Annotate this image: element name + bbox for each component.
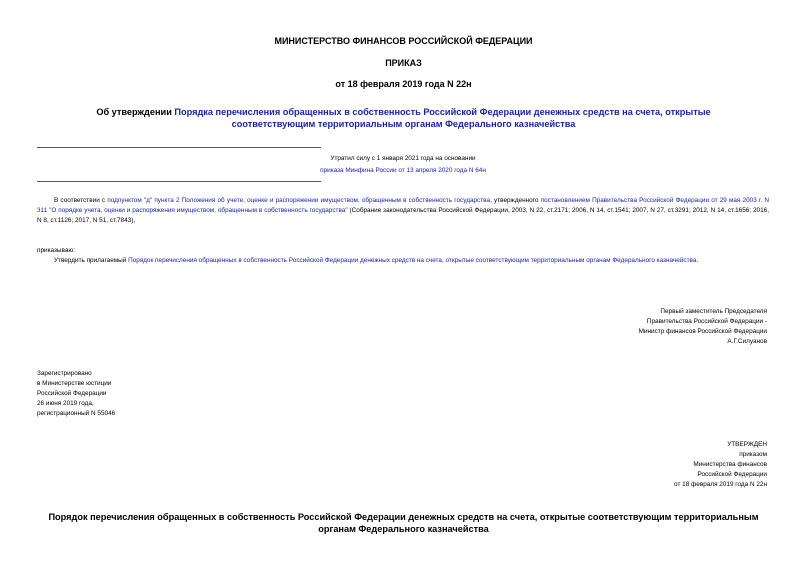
approved-line-3: Министерства финансов	[693, 461, 767, 468]
approved-line-1: УТВЕРЖДЕН	[727, 441, 767, 448]
signature-line-1: Первый заместитель Председателя	[660, 308, 767, 315]
title-prefix: Об утверждении	[96, 107, 175, 117]
preamble-link-1[interactable]: подпунктом "д" пункта 2 Положения об учете, оценке и распоряжении имуществом, обращенным в собственность государства	[107, 197, 491, 204]
divider-bottom	[37, 181, 321, 182]
annex-title: Порядок перечисления обращенных в собственность Российской Федерации денежных средств на счета, открытые соответствующим территориальным органам Федерального казначейства	[48, 512, 759, 534]
signature-block	[467, 307, 767, 347]
registration-line-1: Зарегистрировано	[37, 370, 92, 377]
document-title	[70, 107, 737, 130]
preamble-text-2: , утвержденного	[490, 197, 541, 204]
signature-line-2: Правительства Российской Федерации -	[646, 318, 767, 325]
title-link[interactable]: Порядка перечисления обращенных в собственность Российской Федерации денежных средств на счета, открытые соответствующим территориальным органам Федерального казначейства	[174, 107, 711, 129]
approved-block	[467, 440, 767, 490]
order-word: приказываю:	[37, 247, 75, 254]
registration-line-5: регистрационный N 55046	[37, 410, 116, 417]
preamble-text-3: (Собрание законодательства Российской Федерации, 2003, N 22, ст.2171; 2006, N 14, ст.1541; 2007, N 27, ст.3291; 2012, N 14, ст.1656; 2016, N 8, ст.1126; 2017, N 51, ст.7843),	[37, 207, 769, 224]
registration-line-2: в Министерстве юстиции	[37, 380, 112, 387]
ministry-heading: МИНИСТЕРСТВО ФИНАНСОВ РОССИЙСКОЙ ФЕДЕРАЦИИ	[274, 36, 533, 46]
repeal-notice-text: Утратил силу с 1 января 2021 года на основании	[330, 155, 476, 162]
preamble-text-1: В соответствии с	[54, 197, 108, 204]
registration-line-4: 26 июня 2019 года,	[37, 400, 94, 407]
signature-line-4: А.Г.Силуанов	[727, 338, 767, 345]
order-paragraph	[37, 256, 769, 266]
approved-line-5: от 18 февраля 2019 года N 22н	[674, 481, 767, 488]
approved-line-4: Российской Федерации	[697, 471, 767, 478]
order-text-2: .	[696, 257, 699, 264]
registration-line-3: Российской Федерации	[37, 390, 107, 397]
date-number-heading: от 18 февраля 2019 года N 22н	[335, 79, 472, 89]
doc-type-heading: ПРИКАЗ	[385, 58, 422, 68]
divider-top	[37, 147, 321, 148]
approved-line-2: приказом	[739, 451, 767, 458]
preamble-paragraph	[37, 196, 769, 226]
signature-line-3: Министр финансов Российской Федерации	[638, 328, 767, 335]
registration-block	[37, 369, 287, 419]
order-text-1: Утвердить прилагаемый	[54, 257, 129, 264]
repeal-notice-link[interactable]: приказа Минфина России от 13 апреля 2020 года N 64н	[320, 167, 486, 174]
preamble-link-2[interactable]: постановлением Правительства Российской Федерации от 29 мая 2003 г. N 311 "О порядке учета, оценки и распоряжения имуществом, обращенным в собственность государства"	[37, 197, 770, 214]
order-link[interactable]: Порядок перечисления обращенных в собственность Российской Федерации денежных средств на счета, открытые соответствующим территориальным органам Федерального казначейства	[128, 257, 697, 264]
